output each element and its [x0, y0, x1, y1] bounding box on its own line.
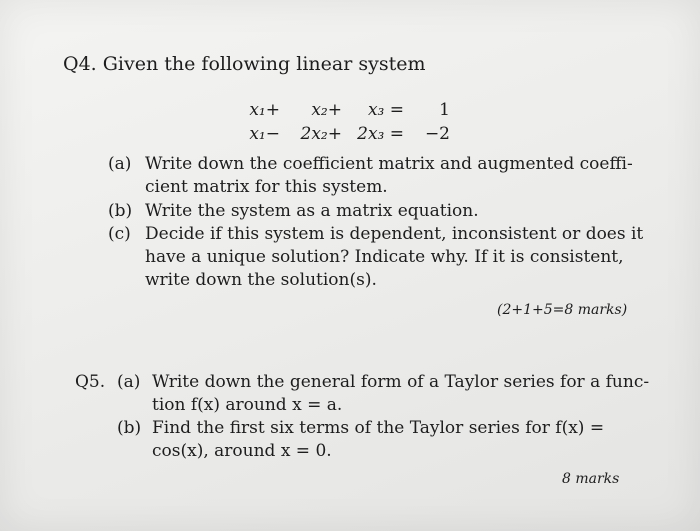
part-text-line: Find the first six terms of the Taylor series for f(x) =	[152, 418, 605, 438]
eq1-term1: x₁+	[249, 100, 280, 120]
eq2-term3: 2x₃ =	[357, 124, 404, 144]
part-label: (c)	[108, 224, 131, 244]
eq2-rhs: −2	[424, 124, 450, 144]
eq1-term2: x₂+	[311, 100, 342, 120]
eq2-term2: 2x₂+	[300, 124, 342, 144]
part-text-line: tion f(x) around x = a.	[152, 395, 343, 415]
part-text-line: have a unique solution? Indicate why. If it is consistent,	[145, 247, 624, 267]
part-text-line: cos(x), around x = 0.	[152, 441, 332, 461]
eq1-rhs: 1	[439, 100, 450, 120]
part-label: (b)	[117, 418, 142, 438]
part-label: (a)	[108, 154, 132, 174]
q5-number: Q5.	[75, 372, 106, 392]
q5-marks: 8 marks	[562, 471, 620, 487]
q4-title: Q4. Given the following linear system	[63, 53, 426, 75]
part-label: (a)	[117, 372, 141, 392]
part-text-line: Decide if this system is dependent, inconsistent or does it	[145, 224, 644, 244]
part-text-line: Write down the general form of a Taylor series for a func-	[152, 372, 650, 392]
part-text-line: cient matrix for this system.	[145, 177, 388, 197]
eq1-term3: x₃ =	[367, 100, 404, 120]
part-text-line: Write down the coefficient matrix and augmented coeffi-	[145, 154, 633, 174]
part-label: (b)	[108, 201, 133, 221]
eq2-term1: x₁−	[249, 124, 280, 144]
part-text-line: Write the system as a matrix equation.	[145, 201, 479, 221]
q4-marks: (2+1+5=8 marks)	[497, 302, 628, 318]
part-text-line: write down the solution(s).	[145, 270, 377, 290]
